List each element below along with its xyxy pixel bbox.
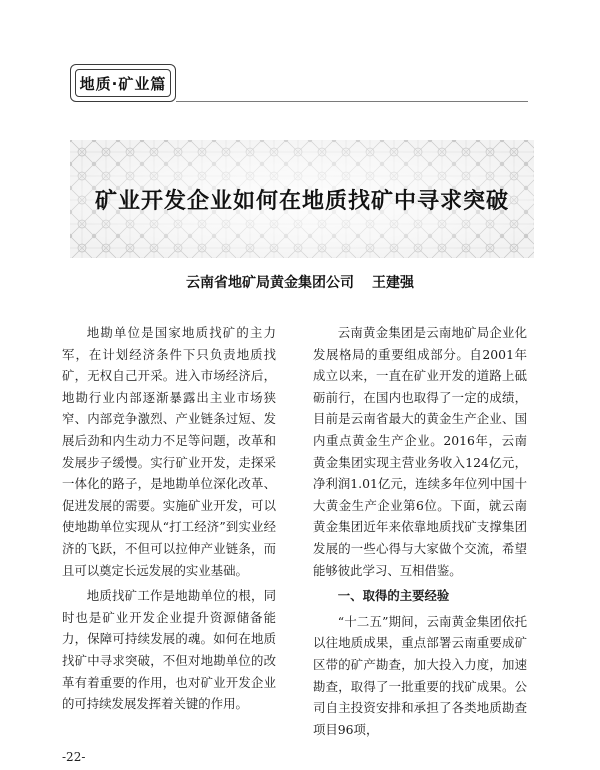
section-tab <box>70 64 176 102</box>
section-rule <box>176 101 528 102</box>
title-banner <box>70 140 534 258</box>
right-column <box>313 322 527 744</box>
section-label: 地质·矿业篇 <box>75 69 171 97</box>
page-number: -22- <box>62 750 86 764</box>
paragraph: 地质找矿工作是地勘单位的根，同时也是矿业开发企业提升资源储备能力，保障可持续发展的魂。如何在地质找矿中寻求突破，不但对地勘单位的改革有着重要的作用，也对矿业开发企业的可持续发展发挥着关键的作用。 <box>62 588 276 712</box>
left-column <box>62 322 276 719</box>
section-heading: 一、取得的主要经验 <box>337 588 450 604</box>
paragraph: 地勘单位是国家地质找矿的主力军，在计划经济条件下只负责地质找矿，无权自己开采。进入市场经济后，地勘行业内部逐渐暴露出主业市场狭窄、内部竞争激烈、产业链条过短、发展后劲和内生动力不足等问题，改革和发展步子缓慢。实行矿业开发，走探采一体化的路子，是地勘单位深化改革、促进发展的需要。实施矿业开发，可以使地勘单位实现从“打工经济”到实业经济的飞跃，不但可以拉伸产业链条，而且可以奠定长远发展的实业基础。 <box>62 325 276 578</box>
byline-organization: 云南省地矿局黄金集团公司 <box>186 275 354 291</box>
byline <box>0 272 600 292</box>
paragraph: 云南黄金集团是云南地矿局企业化发展格局的重要组成部分。自2001年成立以来，一直在矿业开发的道路上砥砺前行，在国内也取得了一定的成绩，目前是云南省最大的黄金生产企业、国内重点黄金生产企业。2016年，云南黄金集团实现主营业务收入124亿元，净利润1.01亿元，连续多年位列中国十大黄金生产企业第6位。下面，就云南黄金集团近年来依靠地质找矿支撑集团发展的一些心得与大家做个交流，希望能够彼此学习、互相借鉴。 <box>313 325 527 578</box>
paragraph: “十二五”期间，云南黄金集团依托以往地质成果，重点部署云南重要成矿区带的矿产勘查，加大投入力度，加速勘查，取得了一批重要的找矿成果。公司自主投资安排和承担了各类地质勘查项目96项， <box>313 613 527 737</box>
article-title: 矿业开发企业如何在地质找矿中寻求突破 <box>94 188 509 214</box>
byline-author: 王建强 <box>372 275 414 291</box>
